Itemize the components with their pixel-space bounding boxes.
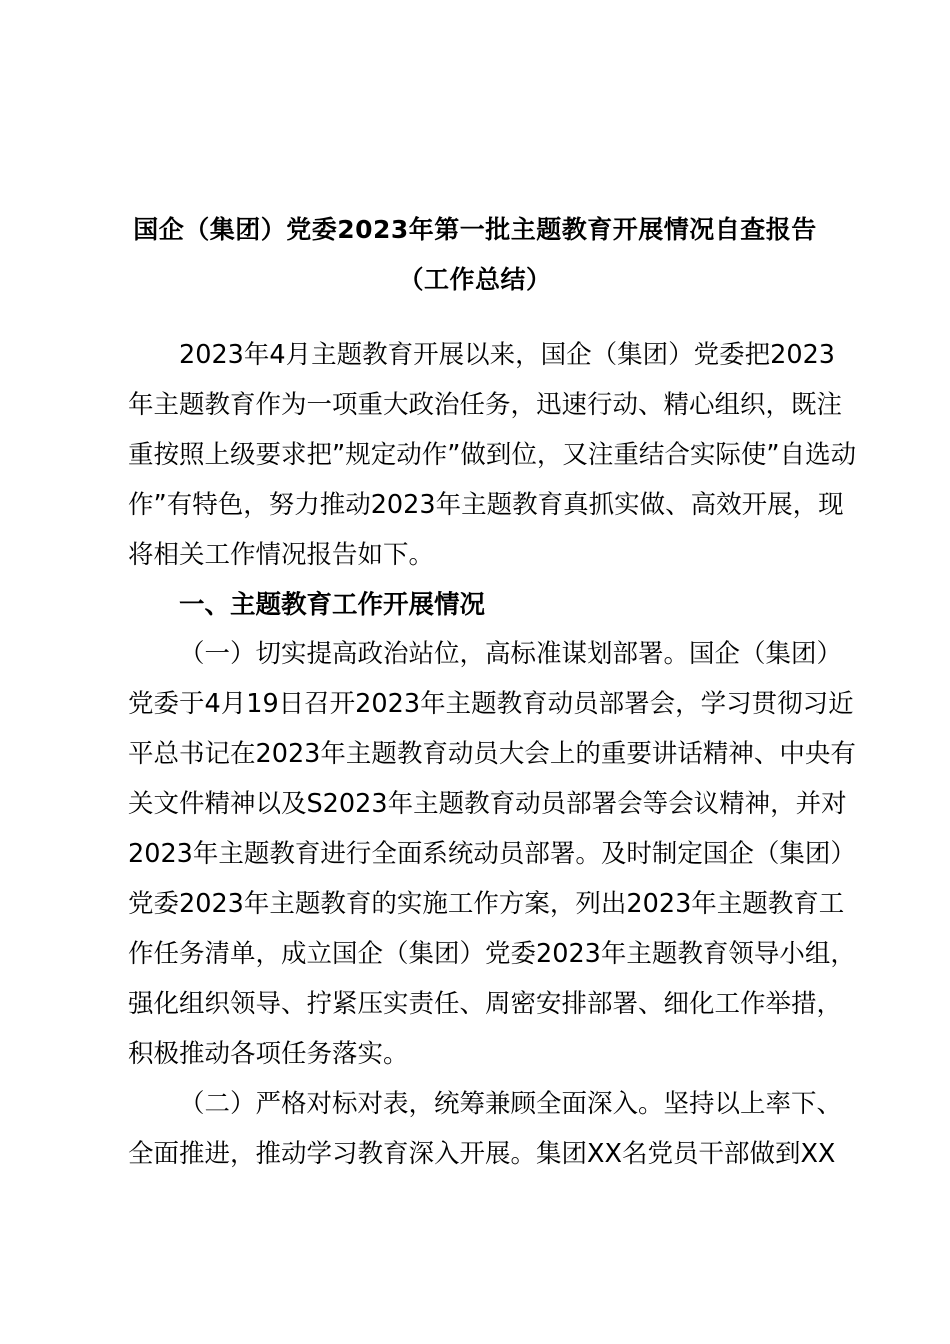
paragraph-line: 党委于4月19日召开2023年主题教育动员部署会，学习贯彻习近 (128, 689, 854, 719)
paragraph-line: 2023年4月主题教育开展以来，国企（集团）党委把2023 (179, 340, 836, 370)
section-heading: 一、主题教育工作开展情况 (179, 590, 486, 620)
paragraph-line: 作”有特色，努力推动2023年主题教育真抓实做、高效开展，现 (128, 490, 844, 520)
paragraph-line: 积极推动各项任务落实。 (128, 1039, 409, 1069)
paragraph-line: 关文件精神以及S2023年主题教育动员部署会等会议精神，并对 (128, 789, 847, 819)
paragraph-line: 全面推进，推动学习教育深入开展。集团XX名党员干部做到XX (128, 1139, 836, 1169)
paragraph-line: 平总书记在2023年主题教育动员大会上的重要讲话精神、中央有 (128, 739, 856, 769)
paragraph-line: （二）严格对标对表，统筹兼顾全面深入。坚持以上率下、 (179, 1089, 843, 1119)
paragraph-line: 将相关工作情况报告如下。 (128, 540, 435, 570)
paragraph-line: （一）切实提高政治站位，高标准谋划部署。国企（集团） (179, 639, 843, 669)
paragraph-line: 作任务清单，成立国企（集团）党委2023年主题教育领导小组， (128, 939, 856, 969)
paragraph-line: 年主题教育作为一项重大政治任务，迅速行动、精心组织，既注 (128, 390, 843, 420)
paragraph-line: 强化组织领导、拧紧压实责任、周密安排部署、细化工作举措， (128, 989, 843, 1019)
paragraph-line: 党委2023年主题教育的实施工作方案，列出2023年主题教育工 (128, 889, 845, 919)
paragraph-line: 重按照上级要求把”规定动作”做到位，又注重结合实际使”自选动 (128, 440, 857, 470)
paragraph-line: 2023年主题教育进行全面系统动员部署。及时制定国企（集团） (128, 839, 856, 869)
document-subtitle: （工作总结） (398, 265, 552, 294)
document-title: 国企（集团）党委2023年第一批主题教育开展情况自查报告 (133, 215, 817, 244)
